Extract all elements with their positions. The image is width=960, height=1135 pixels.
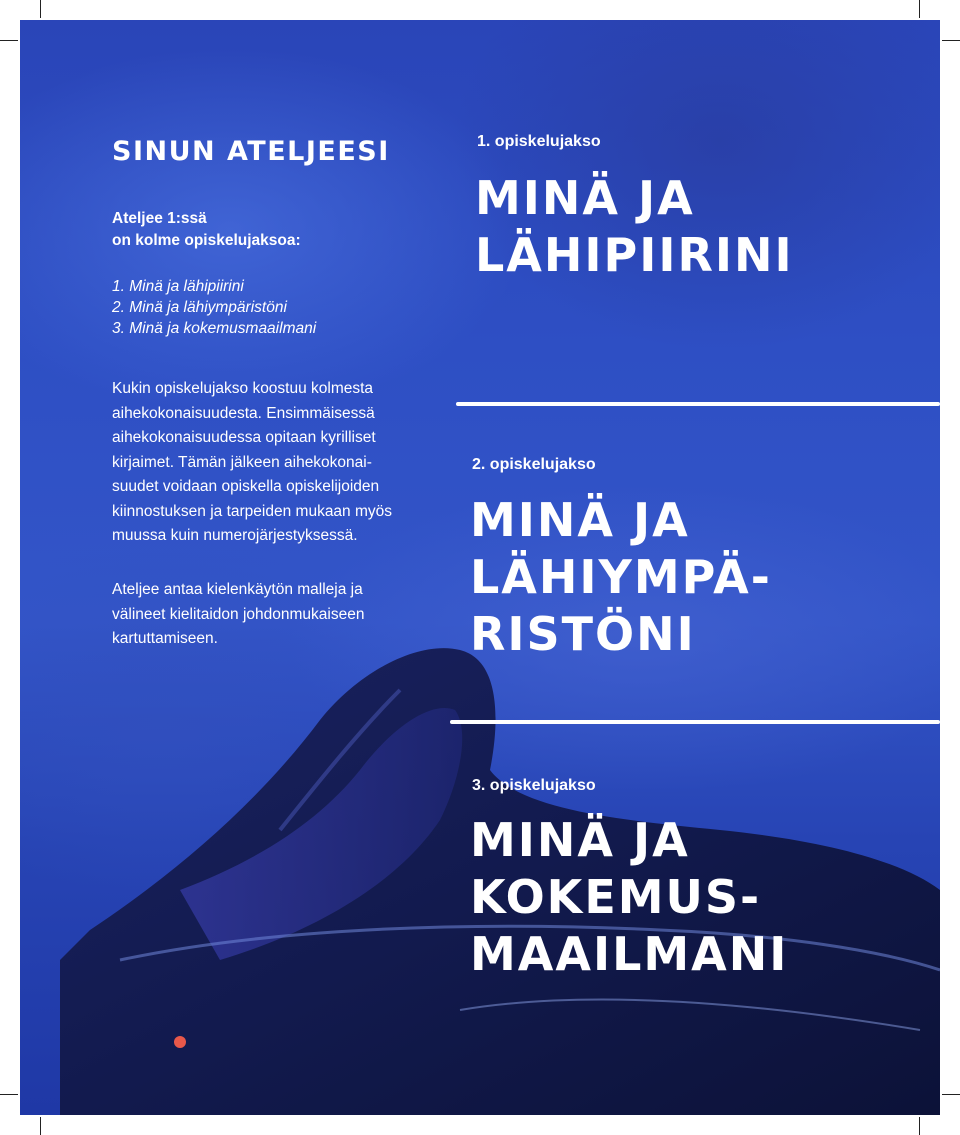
paragraph-line: kartuttamiseen. xyxy=(112,630,218,647)
title-line: LÄHIYMPÄ- xyxy=(470,550,772,604)
paragraph-line: kirjaimet. Tämän jälkeen aihekokonai- xyxy=(112,453,372,471)
crop-mark xyxy=(40,0,41,18)
crop-mark xyxy=(0,40,18,41)
title-line: MINÄ JA xyxy=(475,171,695,225)
brochure-panel xyxy=(20,20,940,1115)
paragraph-line: suudet voidaan opiskella opiskelijoiden xyxy=(112,478,380,495)
intro-line-2: on kolme opiskelujaksoa: xyxy=(112,232,301,249)
paragraph-line: kiinnostuksen ja tarpeiden mukaan myös xyxy=(112,502,393,520)
intro-text xyxy=(112,208,301,252)
paragraph-line: välineet kielitaidon johdonmukaiseen xyxy=(112,605,365,623)
paragraph-line: muussa kuin numerojärjestyksessä. xyxy=(112,527,358,544)
crop-mark xyxy=(942,1094,960,1095)
section-divider xyxy=(450,720,940,724)
title-line: KOKEMUS- xyxy=(470,870,762,924)
section-1-label: 1. opiskelujakso xyxy=(477,133,601,150)
title-line: MINÄ JA xyxy=(470,813,690,867)
crop-mark xyxy=(0,1094,18,1095)
paragraph-line: Kukin opiskelujakso koostuu kolmesta xyxy=(112,380,374,397)
section-3-label: 3. opiskelujakso xyxy=(472,777,596,794)
crop-mark xyxy=(919,0,920,18)
section-2-label: 2. opiskelujakso xyxy=(472,456,596,473)
title-line: RISTÖNI xyxy=(470,607,696,661)
section-3-title xyxy=(470,812,788,983)
list-item: 3. Minä ja kokemusmaailmani xyxy=(112,320,317,337)
paragraph-ateljee xyxy=(112,578,432,652)
title-line: MINÄ JA xyxy=(470,493,690,547)
crop-mark xyxy=(942,40,960,41)
section-2-title xyxy=(470,492,772,663)
section-divider xyxy=(456,402,940,406)
paragraph-structure xyxy=(112,377,432,549)
paragraph-line: Ateljee antaa kielenkäytön malleja ja xyxy=(112,581,363,598)
paragraph-line: aihekokonaisuudesta. Ensimmäisessä xyxy=(112,404,375,422)
crop-mark xyxy=(40,1117,41,1135)
study-period-list xyxy=(112,276,316,339)
section-1-title xyxy=(475,170,794,284)
title-line: MAAILMANI xyxy=(470,927,789,981)
crop-mark xyxy=(919,1117,920,1135)
list-item: 2. Minä ja lähiympäristöni xyxy=(112,299,287,316)
intro-line-1: Ateljee 1:ssä xyxy=(112,210,207,227)
list-item: 1. Minä ja lähipiirini xyxy=(112,278,244,295)
paragraph-line: aihekokonaisuudessa opitaan kyrilliset xyxy=(112,429,376,446)
title-line: LÄHIPIIRINI xyxy=(475,228,794,282)
left-headline: SINUN ATELJEESI xyxy=(112,136,390,167)
